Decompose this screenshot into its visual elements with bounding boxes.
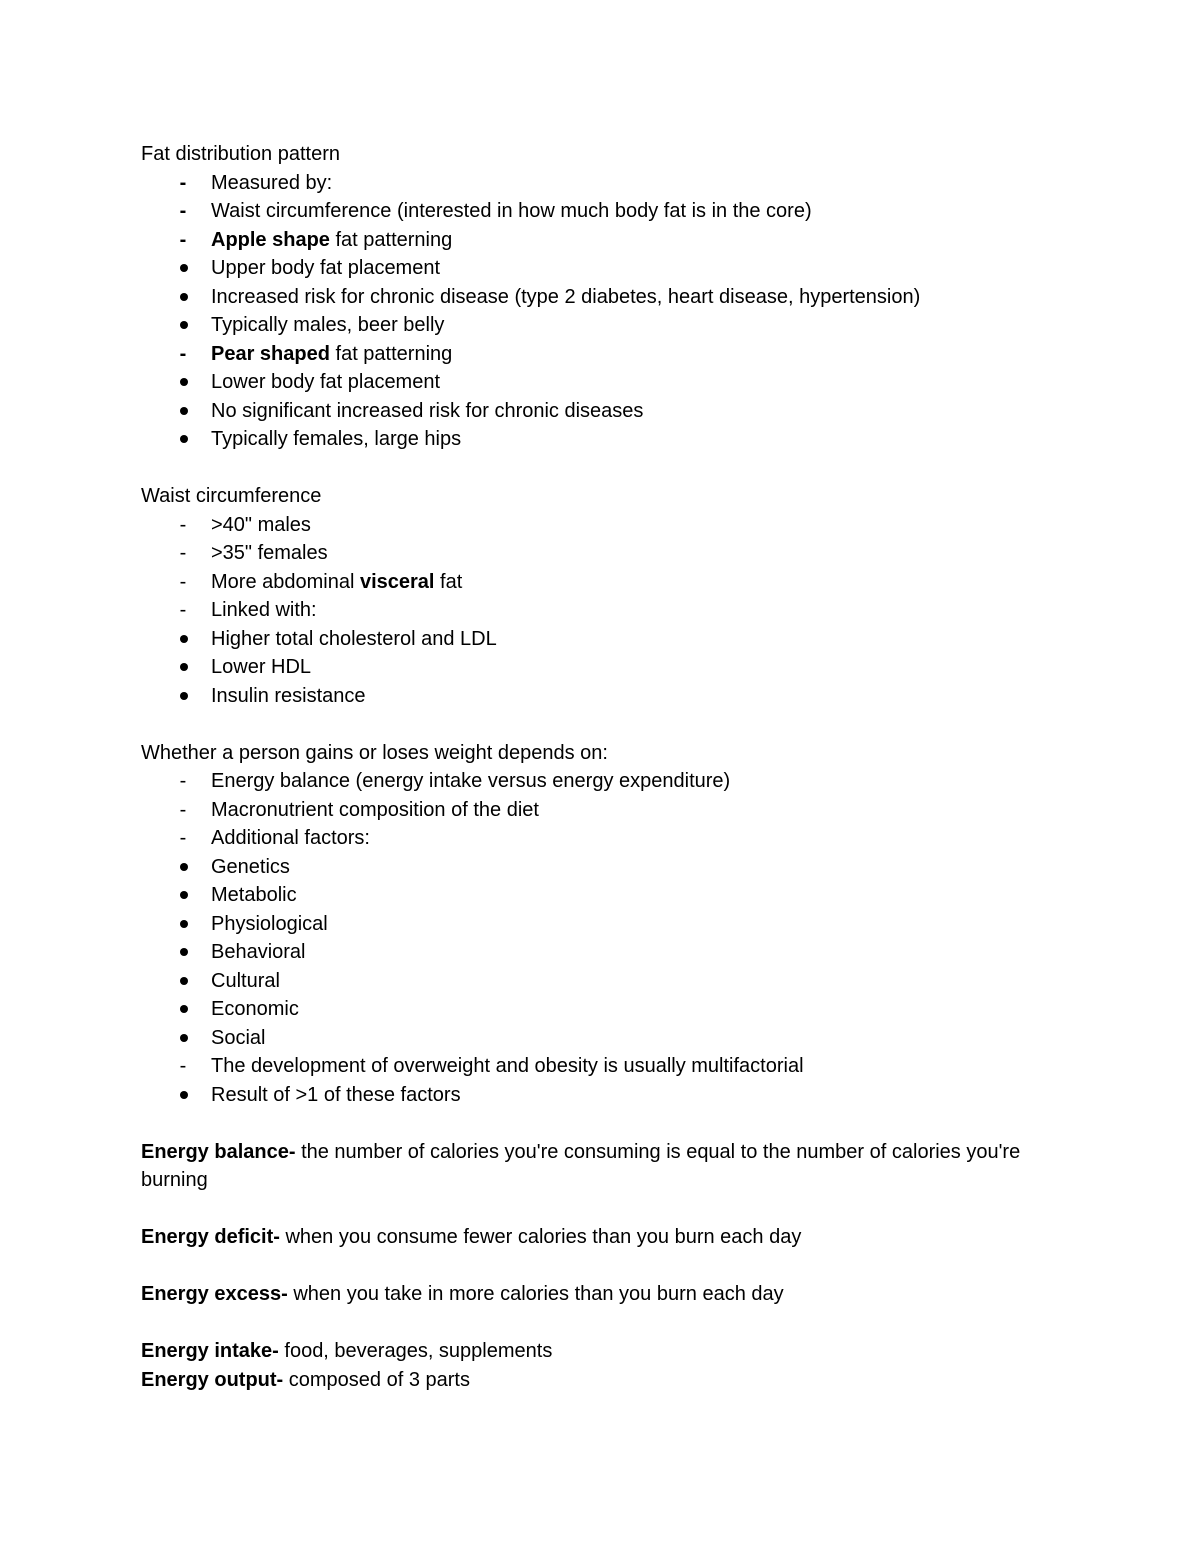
item-text: Increased risk for chronic disease (type 2 diabetes, heart disease, hypertension) (211, 285, 921, 308)
definition-text: when you consume fewer calories than you burn each day (279, 1226, 802, 1248)
definition-text: when you take in more calories than you burn each day (287, 1283, 784, 1305)
dash-icon: - (179, 171, 187, 194)
definition-paragraph (141, 1337, 1041, 1366)
list-item (141, 283, 1041, 312)
definition-paragraph (141, 1280, 1041, 1309)
item-text: The development of overweight and obesity is usually multifactorial (211, 1055, 804, 1077)
list-item (141, 796, 1041, 825)
list-item (141, 596, 1041, 625)
list-item (141, 653, 1041, 682)
definition-text: the number of calories you're consuming is equal to the number of calories you're burning (141, 1140, 1021, 1191)
item-text: Waist circumference (interested in how much body fat is in the core) (211, 200, 812, 222)
bold-term: visceral (359, 570, 435, 593)
list-item (141, 539, 1041, 568)
item-text: fat (434, 570, 463, 593)
list-item (141, 169, 1041, 198)
list-item (141, 311, 1041, 340)
item-text: Social (211, 1026, 266, 1049)
definition-term: Energy balance- (141, 1140, 296, 1163)
list-item (141, 397, 1041, 426)
item-text: No significant increased risk for chronic diseases (211, 399, 644, 422)
list-item (141, 625, 1041, 654)
item-text: Typically males, beer belly (211, 314, 445, 336)
item-text: >40" males (211, 513, 311, 536)
list-item (141, 226, 1041, 255)
dash-icon: - (179, 542, 187, 564)
item-text: Economic (211, 998, 299, 1020)
dash-icon: - (179, 599, 187, 621)
list-item (141, 995, 1041, 1024)
list-item (141, 1024, 1041, 1053)
section-heading: Fat distribution pattern (141, 143, 340, 165)
item-text: Genetics (211, 855, 290, 878)
item-text: Lower body fat placement (211, 371, 441, 393)
list-item (141, 682, 1041, 711)
item-text: Additional factors: (211, 827, 370, 849)
list-item (141, 853, 1041, 882)
item-text: Upper body fat placement (211, 257, 441, 279)
item-text: Typically females, large hips (211, 428, 462, 450)
section-heading: Waist circumference (141, 485, 322, 507)
bold-term: Pear shaped (211, 342, 330, 365)
item-text: More abdominal (211, 570, 360, 593)
list-item (141, 568, 1041, 597)
list-item (141, 881, 1041, 910)
item-text: Energy balance (energy intake versus energy expenditure) (211, 770, 731, 792)
list-item (141, 910, 1041, 939)
item-text: fat patterning (329, 228, 453, 251)
item-text: Cultural (211, 969, 280, 992)
section-heading: Whether a person gains or loses weight depends on: (141, 741, 608, 764)
item-text: Result of >1 of these factors (211, 1083, 461, 1106)
definition-text: food, beverages, supplements (278, 1340, 553, 1362)
list-item (141, 340, 1041, 369)
item-text: fat patterning (329, 342, 453, 365)
list-item (141, 1052, 1041, 1081)
dash-icon: - (179, 513, 187, 536)
item-text: Insulin resistance (211, 684, 366, 707)
item-text: Measured by: (211, 171, 333, 194)
section (141, 482, 1041, 710)
list-item (141, 197, 1041, 226)
definition-term: Energy output- (141, 1368, 284, 1391)
dash-icon: - (179, 342, 187, 365)
list-item (141, 254, 1041, 283)
definition-paragraph (141, 1223, 1041, 1252)
list-item (141, 824, 1041, 853)
item-text: >35" females (211, 542, 328, 564)
definition-term: Energy deficit- (141, 1226, 280, 1248)
dash-icon: - (179, 827, 187, 849)
section (141, 140, 1041, 454)
item-text: Lower HDL (211, 656, 312, 678)
dash-icon: - (179, 1055, 187, 1077)
dash-icon: - (179, 798, 187, 821)
definition-text: composed of 3 parts (283, 1368, 470, 1391)
section (141, 739, 1041, 1110)
list-item (141, 938, 1041, 967)
dash-icon: - (179, 200, 187, 222)
definition-paragraph (141, 1366, 1041, 1395)
bold-term: Apple shape (211, 228, 330, 251)
list-item (141, 767, 1041, 796)
item-text: Linked with: (211, 599, 317, 621)
item-text: Metabolic (211, 884, 297, 906)
list-item (141, 368, 1041, 397)
dash-icon: - (179, 770, 187, 792)
list-item (141, 511, 1041, 540)
item-text: Macronutrient composition of the diet (211, 798, 539, 821)
item-text: Behavioral (211, 941, 306, 963)
item-text: Higher total cholesterol and LDL (211, 627, 497, 650)
definition-term: Energy intake- (141, 1340, 279, 1362)
list-item (141, 425, 1041, 454)
list-item (141, 1081, 1041, 1110)
definition-term: Energy excess- (141, 1283, 288, 1305)
definition-paragraph (141, 1138, 1041, 1195)
document-body (141, 140, 1041, 1423)
dash-icon: - (179, 228, 187, 251)
list-item (141, 967, 1041, 996)
dash-icon: - (179, 570, 187, 593)
item-text: Physiological (211, 912, 328, 935)
